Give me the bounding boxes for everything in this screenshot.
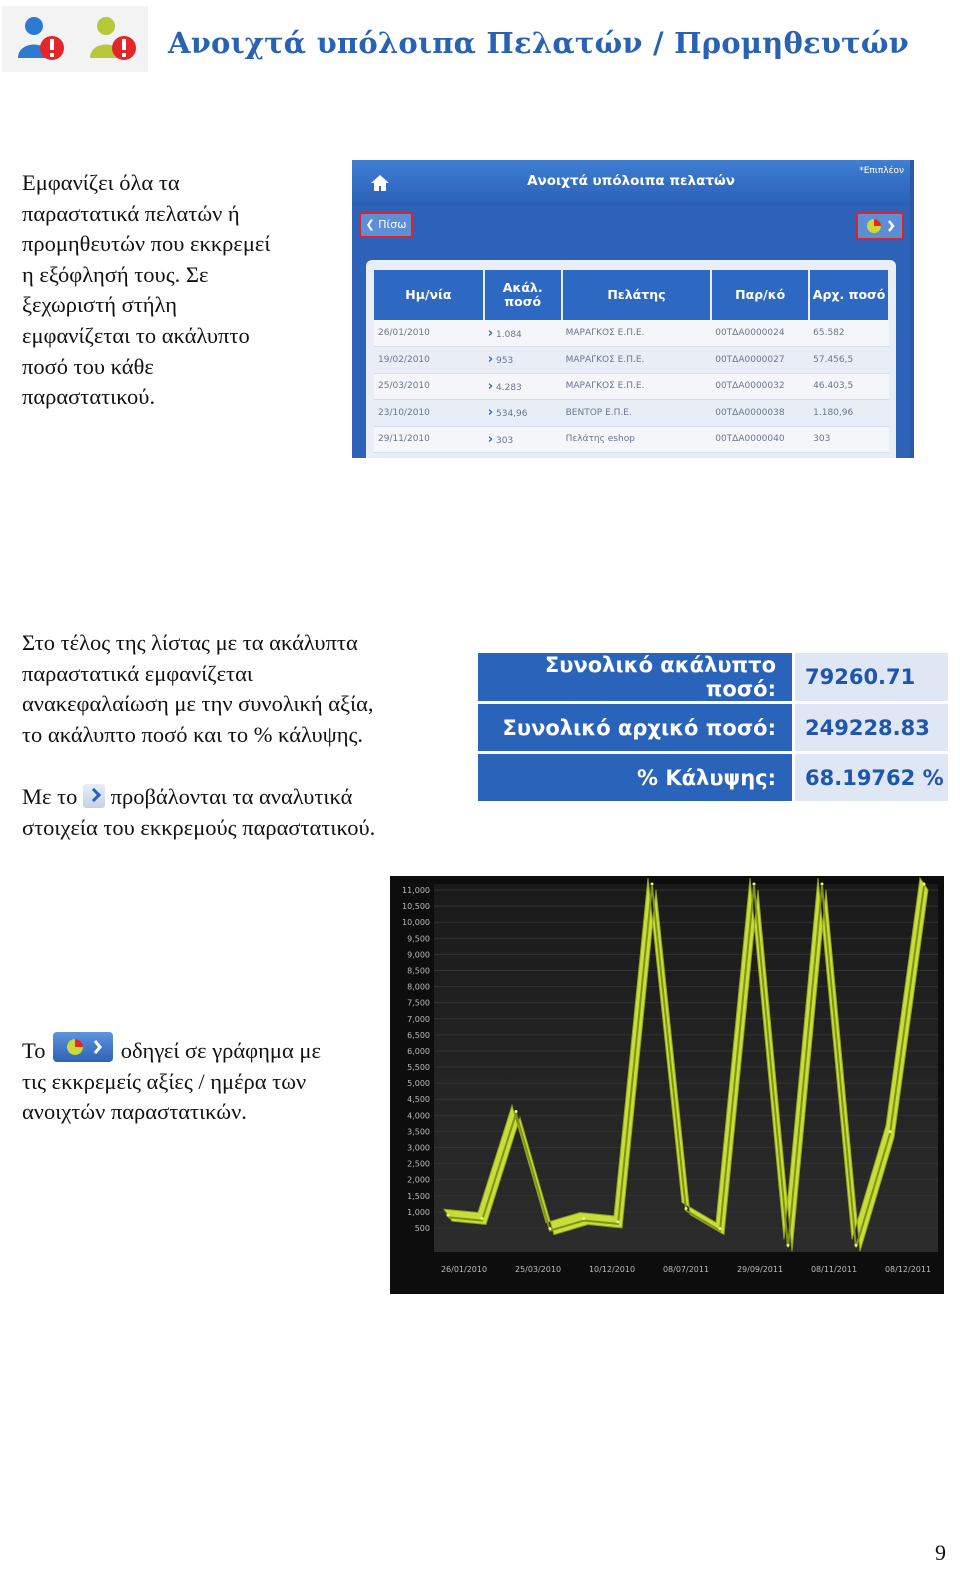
y-tick-label: 9,500 [407,934,430,944]
more-link[interactable]: *Επιπλέον [859,166,904,176]
cell-date: 19/02/2010 [374,347,484,374]
y-tick-label: 8,500 [407,966,430,976]
data-point [855,1244,858,1247]
cell-customer: ΜΑΡΑΓΚΟΣ Ε.Π.Ε. [562,320,712,347]
x-tick-label: 08/12/2011 [884,1265,932,1274]
y-tick-label: 6,500 [407,1030,430,1040]
cell-original: 65.582 [809,320,889,347]
cell-original: 1.180,96 [809,400,889,427]
summary-label: Συνολικό αρχικό ποσό: [478,704,792,751]
x-tick-label: 29/09/2011 [736,1265,784,1274]
uncovered-value: 303 [496,435,514,446]
section3-text [22,1032,321,1128]
cell-uncovered [484,373,562,400]
summary-table [478,650,948,804]
y-tick-label: 3,500 [407,1127,430,1137]
y-tick-label: 10,000 [402,918,430,928]
balances-panel [366,260,896,458]
text-line: τις εκκρεμείς αξίες / ημέρα των [22,1068,307,1094]
summary-row [478,754,948,801]
summary-row [478,704,948,751]
y-tick-label: 2,500 [407,1159,430,1169]
data-point [923,883,926,886]
text-line: η εξόφλησή τους. Σε [22,261,209,287]
cell-date: 25/03/2010 [374,373,484,400]
column-header-original[interactable]: Αρχ. ποσό [809,270,889,320]
y-tick-label: 8,000 [407,982,430,992]
x-tick-label: 25/03/2010 [514,1265,562,1274]
y-tick-label: 5,500 [407,1063,430,1073]
data-point [515,1110,518,1113]
summary-row [478,653,948,701]
cell-date: 26/01/2010 [374,320,484,347]
text-line [22,1032,321,1067]
y-tick-label: 5,000 [407,1079,430,1089]
cell-customer: Πελάτης eshop [562,426,712,453]
uncovered-value: 953 [496,356,514,367]
text-line: ανοιχτών παραστατικών. [22,1099,247,1125]
detail-prefix: Με το [22,784,78,809]
y-tick-label: 500 [414,1224,430,1233]
cell-original: 46.403,5 [809,373,889,400]
data-point [685,1207,688,1210]
page-title: Ανοιχτά υπόλοιπα Πελατών / Προμηθευτών [168,26,909,60]
chevron-left-icon: ❮ [365,218,375,231]
data-point [719,1227,722,1230]
app-title: Ανοιχτά υπόλοιπα πελατών [527,173,735,189]
text-line: παραστατικού. [22,384,156,410]
section2-text [22,628,374,750]
cell-date: 29/11/2010 [374,426,484,453]
open-balances-screenshot [352,160,914,458]
text-line: Στο τέλος της λίστας με τα ακάλυπτα [22,630,358,655]
cell-document: 00ΤΔΑ0000027 [711,347,809,374]
cell-document: 00ΤΔΑ0000032 [711,373,809,400]
data-point [617,1220,620,1223]
table-row[interactable] [374,347,889,374]
data-point [583,1217,586,1220]
cell-document: 00ΤΔΑ0000040 [711,426,809,453]
cell-original: 303 [809,426,889,453]
balances-table [374,270,890,453]
y-tick-label: 7,000 [407,1014,430,1024]
summary-value: 79260.71 [792,653,948,701]
table-row[interactable] [374,400,889,427]
uncovered-value: 4.283 [496,382,522,393]
cell-customer: ΒΕΝΤΟΡ Ε.Π.Ε. [562,400,712,427]
table-row[interactable] [374,373,889,400]
pending-values-chart [390,876,944,1294]
page-number: 9 [935,1540,946,1565]
x-tick-label: 08/07/2011 [662,1265,710,1274]
column-header-customer[interactable]: Πελάτης [562,270,712,320]
table-row[interactable] [374,426,889,453]
text-line: ξεχωριστή στήλη [22,292,178,318]
y-tick-label: 1,500 [407,1191,430,1201]
column-header-date[interactable]: Ημ/νία [374,270,484,320]
y-tick-label: 9,000 [407,950,430,960]
text-line: στοιχεία του εκκρεμούς παραστατικού. [22,814,376,840]
text-line: παραστατικά εμφανίζεται [22,660,253,686]
y-tick-label: 4,500 [407,1095,430,1105]
cell-original: 57.456,5 [809,347,889,374]
text-line: εμφανίζεται το ακάλυπτο [22,322,250,348]
text-line: ανακεφαλαίωση με την συνολική αξία, [22,691,374,717]
column-header-document[interactable]: Παρ/κό [711,270,809,320]
summary-value: 249228.83 [792,704,948,751]
y-tick-label: 7,500 [407,998,430,1008]
y-tick-label: 10,500 [402,902,430,912]
cell-uncovered [484,400,562,427]
text-line: το ακάλυπτο ποσό και το % κάλυψης. [22,721,364,747]
customers-icon [16,14,66,66]
text-line: ποσό του κάθε [22,353,154,379]
x-tick-label: 26/01/2010 [440,1265,488,1274]
text-line: παραστατικά πελατών ή [22,200,240,226]
app-topbar [352,160,910,206]
header-logo-group [2,6,148,72]
chart-button[interactable] [856,212,904,240]
chart-text-suffix: οδηγεί σε γράφημα με [120,1038,321,1063]
chart-button-icon [53,1032,113,1062]
text-line: προμηθευτών που εκκρεμεί [22,231,271,257]
uncovered-value: 534,96 [496,409,528,420]
cell-customer: ΜΑΡΑΓΚΟΣ Ε.Π.Ε. [562,373,712,400]
data-point [821,883,824,886]
page-header [0,0,960,80]
y-tick-label: 2,000 [407,1175,430,1185]
data-point [481,1217,484,1220]
cell-uncovered [484,320,562,347]
cell-date: 23/10/2010 [374,400,484,427]
chevron-right-icon [83,784,105,808]
pie-chart-icon [858,214,902,238]
text-line: Εμφανίζει όλα τα [22,170,180,195]
x-tick-label: 08/11/2011 [810,1265,858,1274]
section2-detail-text [22,782,375,843]
y-tick-label: 3,000 [407,1143,430,1153]
suppliers-icon [88,14,138,66]
chevron-right-icon[interactable]: › [487,431,494,447]
data-point [549,1227,552,1230]
text-line [22,782,375,813]
cell-uncovered [484,426,562,453]
data-point [651,883,654,886]
summary-label: % Κάλυψης: [478,754,792,801]
back-button[interactable] [359,212,413,238]
chart-text-prefix: Το [22,1038,46,1063]
y-tick-label: 4,000 [407,1111,430,1121]
chevron-right-icon[interactable]: › [487,352,494,368]
chevron-right-icon[interactable]: › [487,378,494,394]
data-point [447,1214,450,1217]
chevron-right-icon[interactable]: › [487,405,494,421]
back-button-label: Πίσω [378,218,407,231]
chart-svg [390,876,944,1294]
cell-document: 00ΤΔΑ0000038 [711,400,809,427]
table-row[interactable] [374,320,889,347]
summary-value: 68.19762 % [792,754,948,801]
y-tick-label: 1,000 [407,1207,430,1217]
data-point [889,1130,892,1133]
detail-suffix: προβάλονται τα αναλυτικά [110,784,353,809]
y-tick-label: 11,000 [402,886,430,895]
data-point [787,1244,790,1247]
summary-label: Συνολικό ακάλυπτο ποσό: [478,653,792,701]
uncovered-value: 1.084 [496,329,522,340]
table-header-row [374,270,889,320]
y-tick-label: 6,000 [407,1046,430,1056]
x-tick-label: 10/12/2010 [588,1265,636,1274]
cell-customer: ΜΑΡΑΓΚΟΣ Ε.Π.Ε. [562,347,712,374]
data-point [753,883,756,886]
cell-uncovered [484,347,562,374]
chevron-right-icon[interactable]: › [487,325,494,341]
cell-document: 00ΤΔΑ0000024 [711,320,809,347]
column-header-uncovered[interactable]: Ακάλ. ποσό [484,270,562,320]
section1-text [22,168,270,413]
